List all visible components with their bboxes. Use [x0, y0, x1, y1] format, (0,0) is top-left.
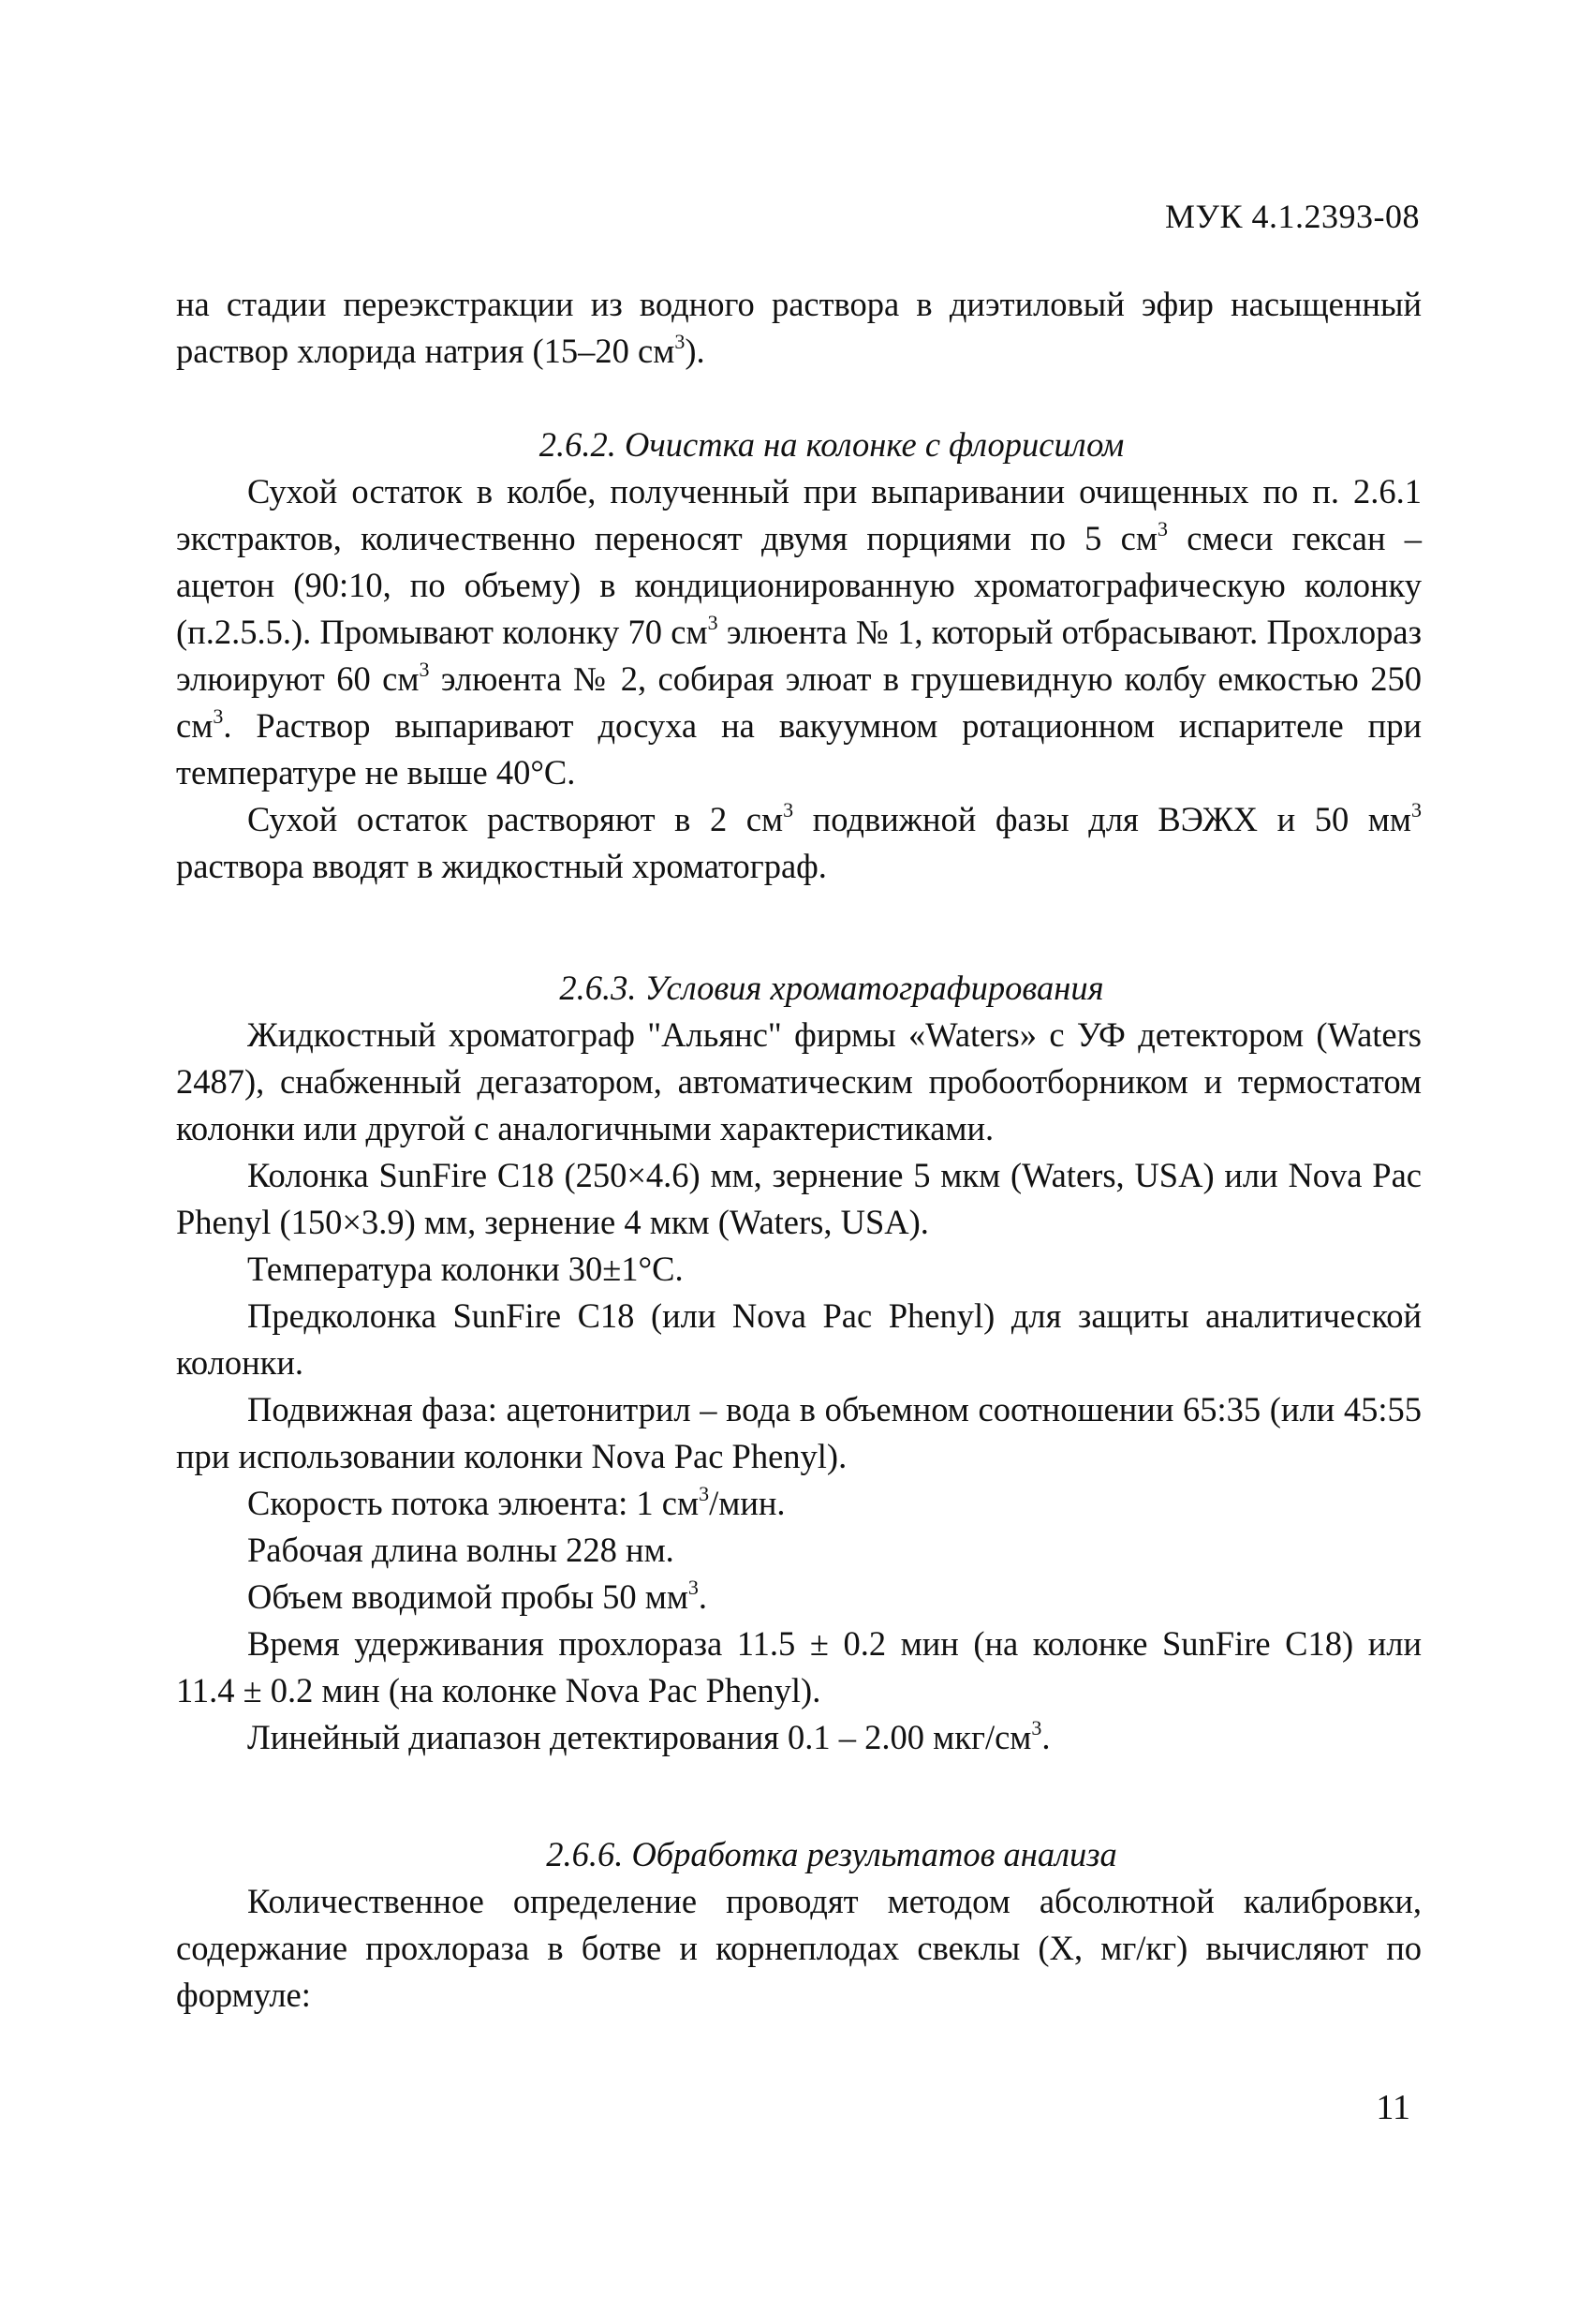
- paragraph: Температура колонки 30±1°С.: [247, 1250, 684, 1288]
- paragraph: Линейный диапазон детектирования 0.1 – 2.00 мкг/$см^3$.: [247, 1716, 1051, 1756]
- paragraph: Колонка SunFire C18 (250×4.6) мм, зернение 5 мкм (Waters, USA) или Nova Pac Phenyl (150×3.9) мм, зернение 4 мкм (Waters, USA).: [176, 1156, 1422, 1241]
- paragraph: Сухой остаток растворяют в 2 $см^3$ подвижной фазы для ВЭЖХ и 50 $мм^3$ раствора вводят в жидкостный хроматограф.: [176, 798, 1422, 885]
- paragraph: Объем вводимой пробы 50 $мм^3$.: [247, 1576, 708, 1616]
- section-2-6-6: [176, 1831, 1422, 2019]
- paragraph: Количественное определение проводят методом абсолютной калибровки, содержание прохлораза в ботве и корнеплодах свеклы (X, мг/кг) вычисляют по формуле:: [176, 1882, 1422, 2014]
- paragraph: Скорость потока элюента: 1 $см^3$/мин.: [247, 1482, 786, 1522]
- page-number: 11: [1376, 2088, 1410, 2127]
- document-code-header: МУК 4.1.2393-08: [1165, 198, 1420, 235]
- paragraph: Время удерживания прохлораза 11.5 ± 0.2 мин (на колонке SunFire C18) или 11.4 ± 0.2 мин (на колонке Nova Pac Phenyl).: [176, 1624, 1422, 1710]
- paragraph: Жидкостный хроматограф "Альянс" фирмы «Waters» с УФ детектором (Waters 2487), снабженный дегазатором, автоматическим пробоотборником и термостатом колонки или другой с аналогичными характеристиками.: [176, 1015, 1422, 1147]
- section-2-6-2: [176, 422, 1422, 890]
- paragraph: Рабочая длина волны 228 нм.: [247, 1531, 674, 1569]
- paragraph: Сухой остаток в колбе, полученный при выпаривании очищенных по п. 2.6.1 экстрактов, количественно переносят двумя порциями по 5 $см^3$ смеси гексан – ацетон (90:10, по объему) в кондиционированную хроматографическую колонку (п.2.5.5.). Промывают колонку 70 $см^3$ элюента № 1, который отбрасывают. Прохлораз элюируют 60 $см^3$ элюента № 2, собирая элюат в грушевидную колбу емкостью 250 $см^3$. Раствор выпаривают досуха на вакуумном ротационном испарителе при температуре не выше 40°С.: [176, 472, 1423, 792]
- paragraph: Подвижная фаза: ацетонитрил – вода в объемном соотношении 65:35 (или 45:55 при использовании колонки Nova Pac Phenyl).: [176, 1390, 1422, 1475]
- paragraph: Предколонка SunFire C18 (или Nova Pac Phenyl) для защиты аналитической колонки.: [176, 1296, 1422, 1382]
- intro-block: [176, 281, 1422, 375]
- intro-paragraph: на стадии переэкстракции из водного раствора в диэтиловый эфир насыщенный раствор хлорида натрия (15–20 $см^3$).: [176, 285, 1422, 370]
- section-heading-2-6-6: 2.6.6. Обработка результатов анализа: [546, 1835, 1117, 1873]
- section-2-6-3: [176, 965, 1422, 1761]
- section-heading-2-6-2: 2.6.2. Очистка на колонке с флорисилом: [538, 425, 1125, 464]
- section-heading-2-6-3: 2.6.3. Условия хроматографирования: [559, 969, 1104, 1007]
